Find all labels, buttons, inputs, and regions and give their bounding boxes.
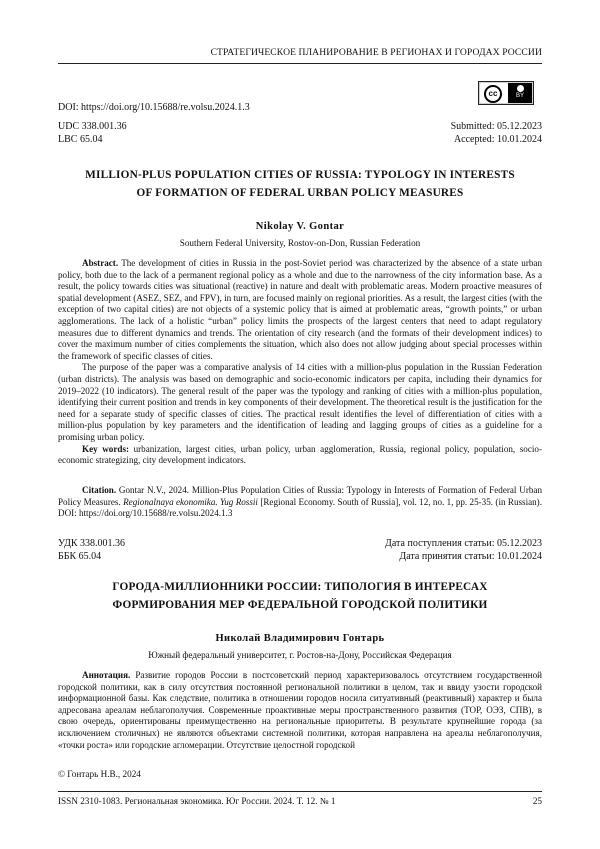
abstract-label-ru: Аннотация. [82,670,131,680]
author-en: Nikolay V. Gontar [255,221,345,232]
cc-by-license-badge[interactable] [478,81,534,105]
accepted-ru: Дата принятия статьи: 10.01.2024 [399,551,542,562]
author-ru: Николай Владимирович Гонтарь [215,633,385,644]
abstract-text-en-2: The purpose of the paper was a comparative analysis of 14 cities with a million-plus population in the Russian Federation (urban districts). The analysis was based on demographic and socio-economic indicators per capita, including their dynamics for 2019–2022 (10 indicators). The general result of the paper was the typology and ranking of cities with a million-plus population, identifying their current position and trends in key components of their development. The theoretical result is the justification for the need for a separate study of specific classes of cities. The practical result identifies the level of differentiation of cities with a million-plus population by key parameters and the identification of leading and lagging groups of cities as a guideline for a promising urban policy. [58,362,542,442]
abstract-label-en: Abstract. [82,258,119,268]
copyright: © Гонтарь Н.В., 2024 [58,769,141,779]
title-en-line2: OF FORMATION OF FEDERAL URBAN POLICY MEASURES [136,187,464,199]
keywords-label-en: Key words: [82,443,130,454]
person-icon [517,85,524,92]
abstract-ru [58,670,542,751]
citation-journal: Regionalnaya ekonomika. Yug Rossii [123,496,258,507]
affiliation-ru: Южный федеральный университет, г. Ростов-на-Дону, Российская Федерация [148,650,452,660]
citation-post: [Regional Economy. South of Russia], vol. 12, no. 1, pp. 25-35. (in Russian). DOI: https://doi.org/10.15688/re.volsu.2024.1.3 [58,496,542,519]
title-ru-line2: ФОРМИРОВАНИЯ МЕР ФЕДЕРАЛЬНОЙ ГОРОДСКОЙ ПОЛИТИКИ [112,599,488,611]
keywords-text-en: urbanization, largest cities, urban policy, urban agglomeration, Russia, regional policy, population, socio-economic strategizing, city development indicators. [58,443,542,466]
page-number: 25 [532,796,542,806]
abstract-text-ru: Развитие городов России в постсоветский период характеризовалось отсутствием государственной городской политики, как в силу отсутствия постоянной региональной политики в целом, так и ввиду узости городской информационной базы. Как следствие, политика в отношении городов носила ситуативный (реактивный) характер и была адресована ареалам неблагополучия. Современные проактивные меры пространственного развития (ТОР, ОЭЗ, СПВ), в свою очередь, ориентированы преимущественно на региональные приоритеты. В результате крупнейшие города (за исключением столичных) не являются объектами системной политики, которая направлена на ареалы неблагополучия, «точки роста» или городские агломерации. Отсутствие целостной городской [58,670,542,750]
journal-header: СТРАТЕГИЧЕСКОЕ ПЛАНИРОВАНИЕ В РЕГИОНАХ И ГОРОДАХ РОССИИ [58,47,542,64]
footer-issn: ISSN 2310-1083. Региональная экономика. Юг России. 2024. Т. 12. № 1 [58,796,336,806]
cc-label: cc [484,85,502,103]
abstract-text-en: The development of cities in Russia in the post-Soviet period was characterized by the absence of a state urban policy, both due to the lack of a permanent regional policy as a whole and due to the narrowness of the city information base. As a result, the policy towards cities was situational (reactive) in nature and dealt with problematic areas. Modern proactive measures of spatial development (ASEZ, SEZ, and FPV), in turn, are focused mainly on regional priorities. As a result, the largest cities (with the exception of two capital cities) are not objects of a systemic policy that is aimed at problematic areas, “growth points,” or urban agglomerations. The lack of a holistic “urban” policy limits the prospects of the largest centers that need to adapt regulatory measures due to different dynamics and trends. The orientation of city research (and the formats of their development indices) to cover the maximum number of cities complements the situation, which also does not allow judging about special processes within the framework of specific classes of cities. [58,258,543,361]
cc-logo-icon [480,83,508,103]
submitted-ru: Дата поступления статьи: 05.12.2023 [385,538,542,549]
accepted-en: Accepted: 10.01.2024 [453,134,542,145]
lbc-ru: ББК 65.04 [58,551,102,562]
lbc-en: LBC 65.04 [58,134,103,145]
attribution-icon [508,83,532,103]
page-footer [58,791,542,806]
affiliation-en: Southern Federal University, Rostov-on-Don, Russian Federation [179,238,421,248]
title-en [70,166,530,202]
abstract-en [58,258,542,467]
submitted-en: Submitted: 05.12.2023 [450,121,542,132]
title-ru-line1: ГОРОДА-МИЛЛИОННИКИ РОССИИ: ТИПОЛОГИЯ В ИНТЕРЕСАХ [112,581,488,593]
citation-pre: Gontar N.V., 2024. Million-Plus Population Cities of Russia: Typology in Interests of Formation of Federal Urban Policy Measures. [58,485,542,507]
doi-line: DOI: https://doi.org/10.15688/re.volsu.2024.1.3 [58,102,250,113]
title-ru [70,578,530,614]
title-en-line1: MILLION-PLUS POPULATION CITIES OF RUSSIA: TYPOLOGY IN INTERESTS [85,169,515,181]
by-label: BY [515,93,524,99]
citation-label: Citation. [82,485,117,495]
udc-en: UDC 338.001.36 [58,121,127,132]
citation-en [58,485,542,520]
udc-ru: УДК 338.001.36 [58,538,126,549]
